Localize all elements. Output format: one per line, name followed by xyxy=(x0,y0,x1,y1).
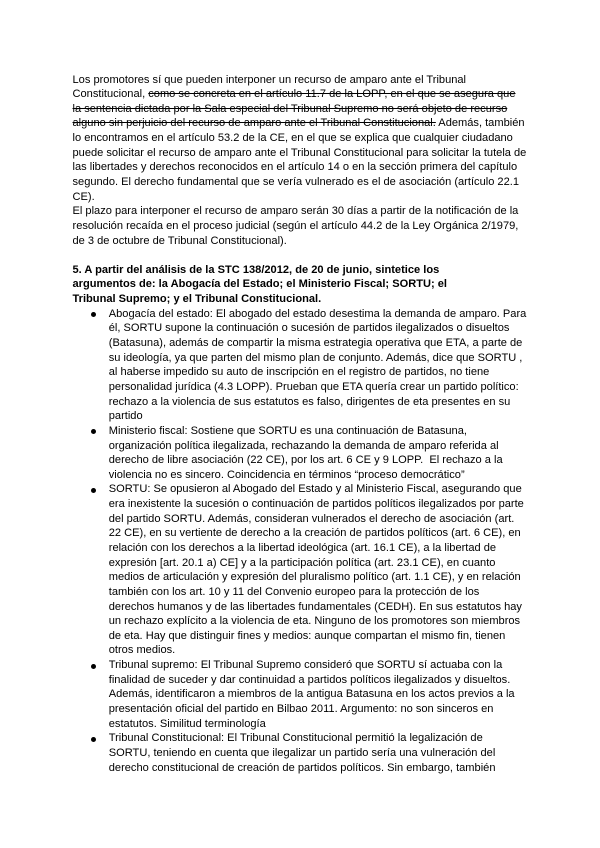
text-line: Los promotores sí que pueden interponer un recurso de amparo ante el Tribunal xyxy=(72,73,467,86)
text-line: (Batasuna), además de compartir la misma estrategia operativa que ETA, a parte de xyxy=(108,337,523,350)
text-line: personalidad jurídica (4.3 LOPP). Prueban que ETA quería crear un partido político: xyxy=(108,380,519,393)
text-line: organización política ilegalizada, rechazando la demanda de amparo referida al xyxy=(108,439,499,452)
text-line: relación con los derechos a la libertad ideológica (art. 16.1 CE), a la libertad de xyxy=(108,542,497,554)
answers-list xyxy=(73,307,529,776)
text-line: expresión [art. 20.1 a) CE] y a la participación política (art. 23.1 CE), en cuanto xyxy=(108,556,496,569)
text-line: finalidad de suceder y dar continuidad a partidos políticos ilegalizados y disueltos. xyxy=(108,673,511,686)
struck-text: como se concreta en el artículo 11.7 de la LOPP, en el que se asegura que xyxy=(148,88,516,101)
text-segment: Además, también xyxy=(435,117,525,130)
bullet-marker xyxy=(91,737,96,742)
paragraph-plazo xyxy=(73,204,529,248)
heading-line: argumentos de: la Abogacía del Estado; el Ministerio Fiscal; SORTU; el xyxy=(72,278,447,291)
text-line: Además, identificaron a miembros de la antigua Batasuna en los actos previos a la xyxy=(108,688,515,701)
text-line: resolución recaída en el proceso judicial (según el artículo 44.2 de la Ley Orgánica 2/1979, xyxy=(72,219,519,232)
list-item-ministerio-fiscal xyxy=(73,424,529,483)
bullet-marker xyxy=(91,429,96,434)
text-line: Tribunal Constitucional: El Tribunal Constitucional permitió la legalización de xyxy=(108,732,483,745)
text-line xyxy=(73,87,529,102)
text-line: al haberse impedido su auto de inscripción en el registro de partidos, no tiene xyxy=(108,366,490,379)
text-line: El plazo para interponer el recurso de amparo serán 30 días a partir de la notificación de la xyxy=(72,205,519,218)
text-line: presentación oficial del partido en Bilbao 2011. Argumento: no son sinceros en xyxy=(108,703,494,716)
question-heading xyxy=(73,263,529,307)
text-line: de 3 de octubre de Tribunal Constitucional). xyxy=(72,234,287,247)
text-line: partido xyxy=(108,410,143,423)
text-line: era inexistente la sucesión o continuación de partidos políticos ilegalizados por parte xyxy=(108,498,524,511)
text-line xyxy=(73,116,529,131)
text-line: derecho de libre asociación (22 CE), por los art. 6 CE y 9 LOPP. El rechazo a la xyxy=(108,454,503,467)
text-line: segundo. El derecho fundamental que se vería vulnerado es el de asociación (artículo 22.1 xyxy=(72,175,519,188)
text-line: su ideología, ya que parten del mismo plan de conjunto. Además, dice que SORTU , xyxy=(108,351,523,364)
text-line: rechazo a la violencia de sus estatutos es falso, dirigentes de eta presentes en su xyxy=(108,395,511,408)
paragraph-recurso-amparo xyxy=(73,73,529,205)
list-item-tribunal-supremo xyxy=(73,658,529,731)
heading-line: 5. A partir del análisis de la STC 138/2012, de 20 de junio, sintetice los xyxy=(72,263,440,276)
text-line: las libertades y derechos reconocidos en el artículo 14 o en la sección primera del capítulo xyxy=(72,161,518,174)
struck-text: la sentencia dictada por la Sala especial del Tribunal Supremo no será objeto de recurso xyxy=(72,102,508,115)
text-line: también con los art. 10 y 11 del Convenio europeo para la protección de los xyxy=(108,585,480,598)
text-line: del partido SORTU. Además, consideran vulnerados el derecho de asociación (art. xyxy=(108,512,515,525)
text-line: 22 CE), en su vertiente de derecho a la creación de partidos políticos (art. 6 CE), en xyxy=(108,527,521,540)
blank-line xyxy=(73,248,529,263)
list-item-abogacia-estado xyxy=(73,307,529,424)
text-line: estatutos. Similitud terminología xyxy=(108,717,266,730)
text-line: Abogacía del estado: El abogado del estado desestima la demanda de amparo. Para xyxy=(108,307,527,320)
heading-line: Tribunal Supremo; y el Tribunal Constitucional. xyxy=(72,293,322,306)
text-line: Tribunal supremo: El Tribunal Supremo consideró que SORTU sí actuaba con la xyxy=(108,659,503,672)
text-line: CE). xyxy=(72,190,95,203)
text-segment: Constitucional, xyxy=(72,88,149,101)
text-line: otros medios. xyxy=(108,644,176,657)
text-line: lo encontramos en el artículo 53.2 de la CE, en el que se explica que cualquier ciudadano xyxy=(72,132,513,145)
struck-text: alguno sin perjuicio del recurso de amparo ante el Tribunal Constitucional. xyxy=(72,117,436,130)
text-line: él, SORTU supone la continuación o sucesión de partidos ilegalizados o disueltos xyxy=(108,322,510,335)
bullet-marker xyxy=(91,664,96,669)
text-line: un rechazo explícito a la violencia de eta. Ninguno de los promotores son miembros xyxy=(108,615,521,628)
text-line: derechos humanos y de las libertades fundamentales (CEDH). En sus estatutos hay xyxy=(108,600,522,613)
document-body xyxy=(73,73,529,776)
list-item-sortu xyxy=(73,482,529,658)
list-item-tribunal-constitucional xyxy=(73,731,529,775)
text-line: de eta. Hay que distinguir fines y medios: aunque compartan el mismo fin, tienen xyxy=(108,629,506,642)
text-line xyxy=(73,102,529,117)
bullet-marker xyxy=(91,488,96,493)
text-line: SORTU, teniendo en cuenta que ilegalizar un partido sería una vulneración del xyxy=(108,746,496,759)
text-line: Ministerio fiscal: Sostiene que SORTU es una continuación de Batasuna, xyxy=(108,424,467,437)
text-line: violencia no es sincero. Coincidencia en términos “proceso democrático” xyxy=(108,468,465,481)
text-line: medios de articulación y expresión del pluralismo político (art. 1.1 CE), y en relación xyxy=(108,571,521,584)
text-line: puede solicitar el recurso de amparo ante el Tribunal Constitucional para solicitar la tutela de xyxy=(72,146,527,159)
text-line: SORTU: Se opusieron al Abogado del Estado y al Ministerio Fiscal, asegurando que xyxy=(108,483,522,496)
bullet-marker xyxy=(91,312,96,317)
text-line: derecho constitucional de creación de partidos políticos. Sin embargo, también xyxy=(108,761,496,774)
